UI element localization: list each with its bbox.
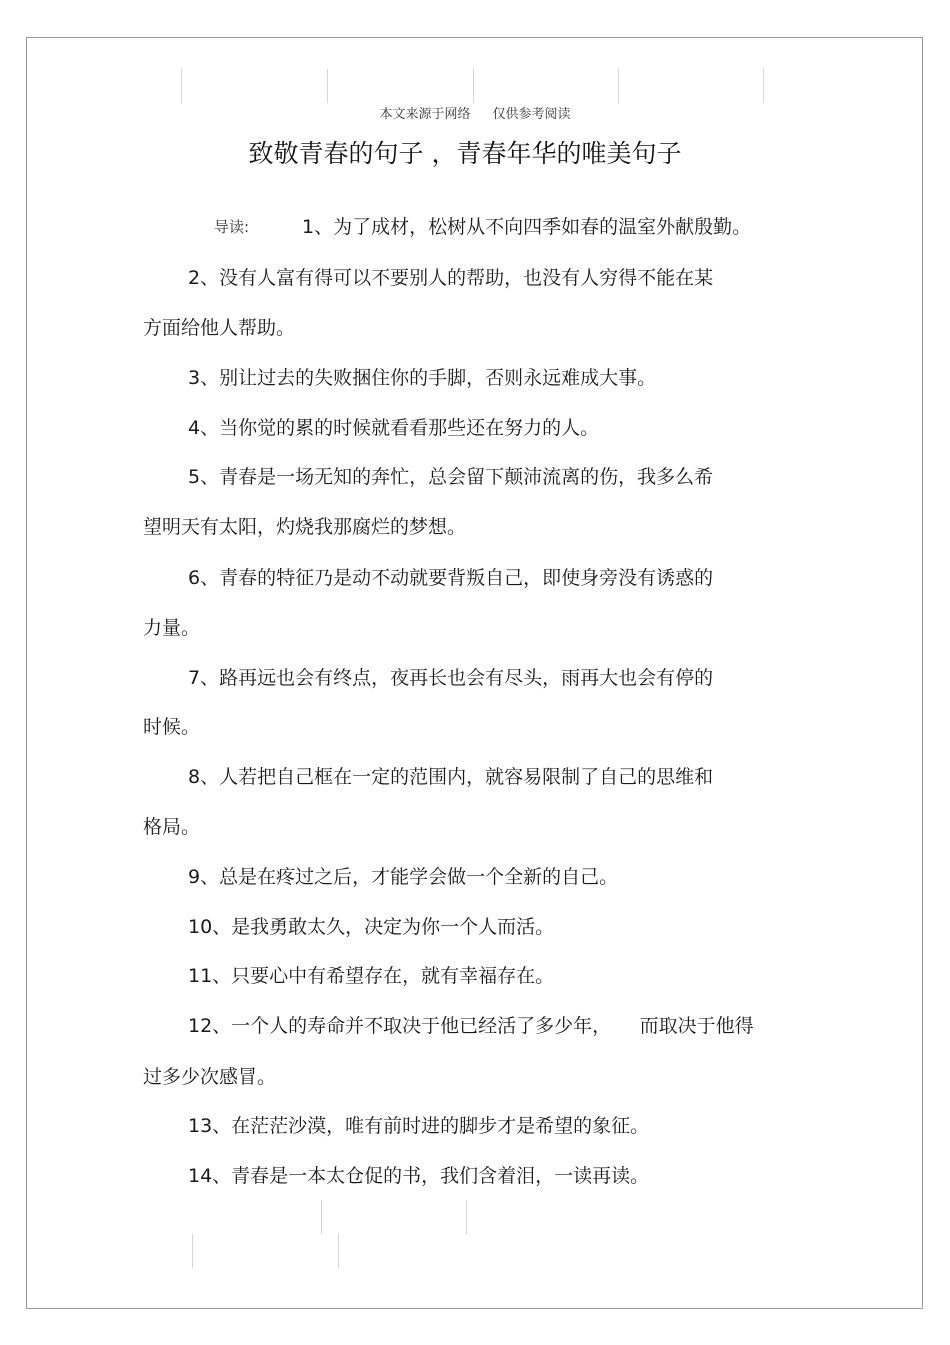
scan-line [338,1234,339,1268]
page-header [0,103,950,122]
text-line: 9、总是在疼过之后，才能学会做一个全新的自己。 [188,866,619,888]
source-note: 本文来源于网络 [379,107,471,122]
scan-line [763,69,764,103]
text-line: 10、是我勇敢太久，决定为你一个人而活。 [188,916,555,938]
text-line: 时候。 [143,716,201,738]
text-line: 12、一个人的寿命并不取决于他已经活了多少年， 而取决于他得 [188,1015,754,1037]
text-line: 2、没有人富有得可以不要别人的帮助，也没有人穷得不能在某 [188,267,714,289]
scan-line [327,69,328,103]
text-line: 11、只要心中有希望存在，就有幸福存在。 [188,965,555,987]
scan-line [473,69,474,103]
text-line: 1、为了成材，松树从不向四季如春的温室外献殷勤。 [302,216,752,238]
scan-line [321,1200,322,1234]
text-line: 格局。 [143,816,201,838]
text-line: 13、在茫茫沙漠，唯有前时进的脚步才是希望的象征。 [188,1115,650,1137]
text-line: 望明天有太阳，灼烧我那腐烂的梦想。 [143,516,467,538]
scan-line [618,69,619,103]
text-line: 方面给他人帮助。 [143,317,296,339]
text-line: 5、青春是一场无知的奔忙，总会留下颠沛流离的伤，我多么希 [188,466,714,488]
document-title: 致敬青春的句子 ，青春年华的唯美句子 [248,139,682,168]
text-line: 4、当你觉的累的时候就看看那些还在努力的人。 [188,417,600,439]
lead-label: 导读: [214,218,250,236]
text-line: 7、路再远也会有终点，夜再长也会有尽头，雨再大也会有停的 [188,667,714,689]
text-line: 14、青春是一本太仓促的书，我们含着泪，一读再读。 [188,1165,650,1187]
text-line: 3、别让过去的失败捆住你的手脚，否则永远难成大事。 [188,367,657,389]
text-line: 8、人若把自己框在一定的范围内，就容易限制了自己的思维和 [188,766,714,788]
reference-note: 仅供参考阅读 [492,107,571,122]
scan-line [181,69,182,103]
scan-line [466,1200,467,1234]
text-line: 过多少次感冒。 [143,1066,277,1088]
text-line: 6、青春的特征乃是动不动就要背叛自己，即使身旁没有诱惑的 [188,567,714,589]
text-line: 力量。 [143,617,201,639]
scan-line [192,1234,193,1268]
